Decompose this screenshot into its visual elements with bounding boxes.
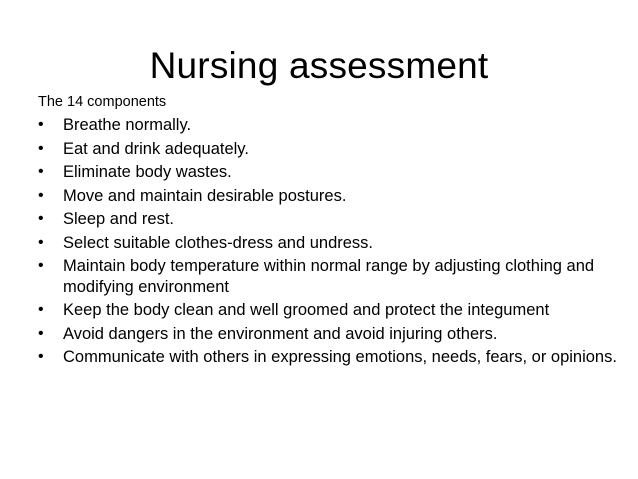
list-item: [38, 186, 623, 207]
list-item: [38, 115, 623, 136]
list-item-text: Sleep and rest.: [63, 210, 174, 228]
slide-subheading: The 14 components: [38, 94, 167, 110]
bullet-icon: •: [38, 233, 44, 251]
list-item-text: Breathe normally.: [63, 116, 192, 134]
bullet-icon: •: [38, 139, 44, 157]
bullet-list: [38, 115, 623, 371]
list-item-text: Communicate with others in expressing emotions, needs, fears, or opinions.: [63, 348, 617, 366]
bullet-icon: •: [38, 163, 44, 180]
list-item-text: Keep the body clean and well groomed and protect the integument: [63, 301, 550, 319]
bullet-icon: •: [38, 324, 44, 342]
bullet-icon: •: [38, 116, 44, 133]
bullet-icon: •: [38, 257, 44, 274]
list-item: [38, 162, 623, 183]
list-item-text: Eat and drink adequately.: [63, 139, 249, 158]
bullet-icon: •: [38, 301, 44, 318]
list-item-text: Select suitable clothes-dress and undress.: [63, 233, 374, 252]
list-item: [38, 256, 623, 297]
slide-title: Nursing assessment: [149, 45, 489, 86]
list-item: [38, 209, 623, 230]
bullet-icon: •: [38, 210, 44, 227]
list-item: [38, 347, 623, 368]
list-item-text: Move and maintain desirable postures.: [63, 186, 347, 205]
list-item: [38, 324, 623, 345]
bullet-icon: •: [38, 348, 44, 365]
list-item: [38, 139, 623, 160]
list-item: [38, 300, 623, 321]
list-item-text: Eliminate body wastes.: [63, 163, 232, 181]
list-item-text: Maintain body temperature within normal range by adjusting clothing and modifying environment: [63, 257, 595, 296]
bullet-icon: •: [38, 186, 44, 204]
list-item: [38, 233, 623, 254]
list-item-text: Avoid dangers in the environment and avoid injuring others.: [63, 324, 498, 343]
